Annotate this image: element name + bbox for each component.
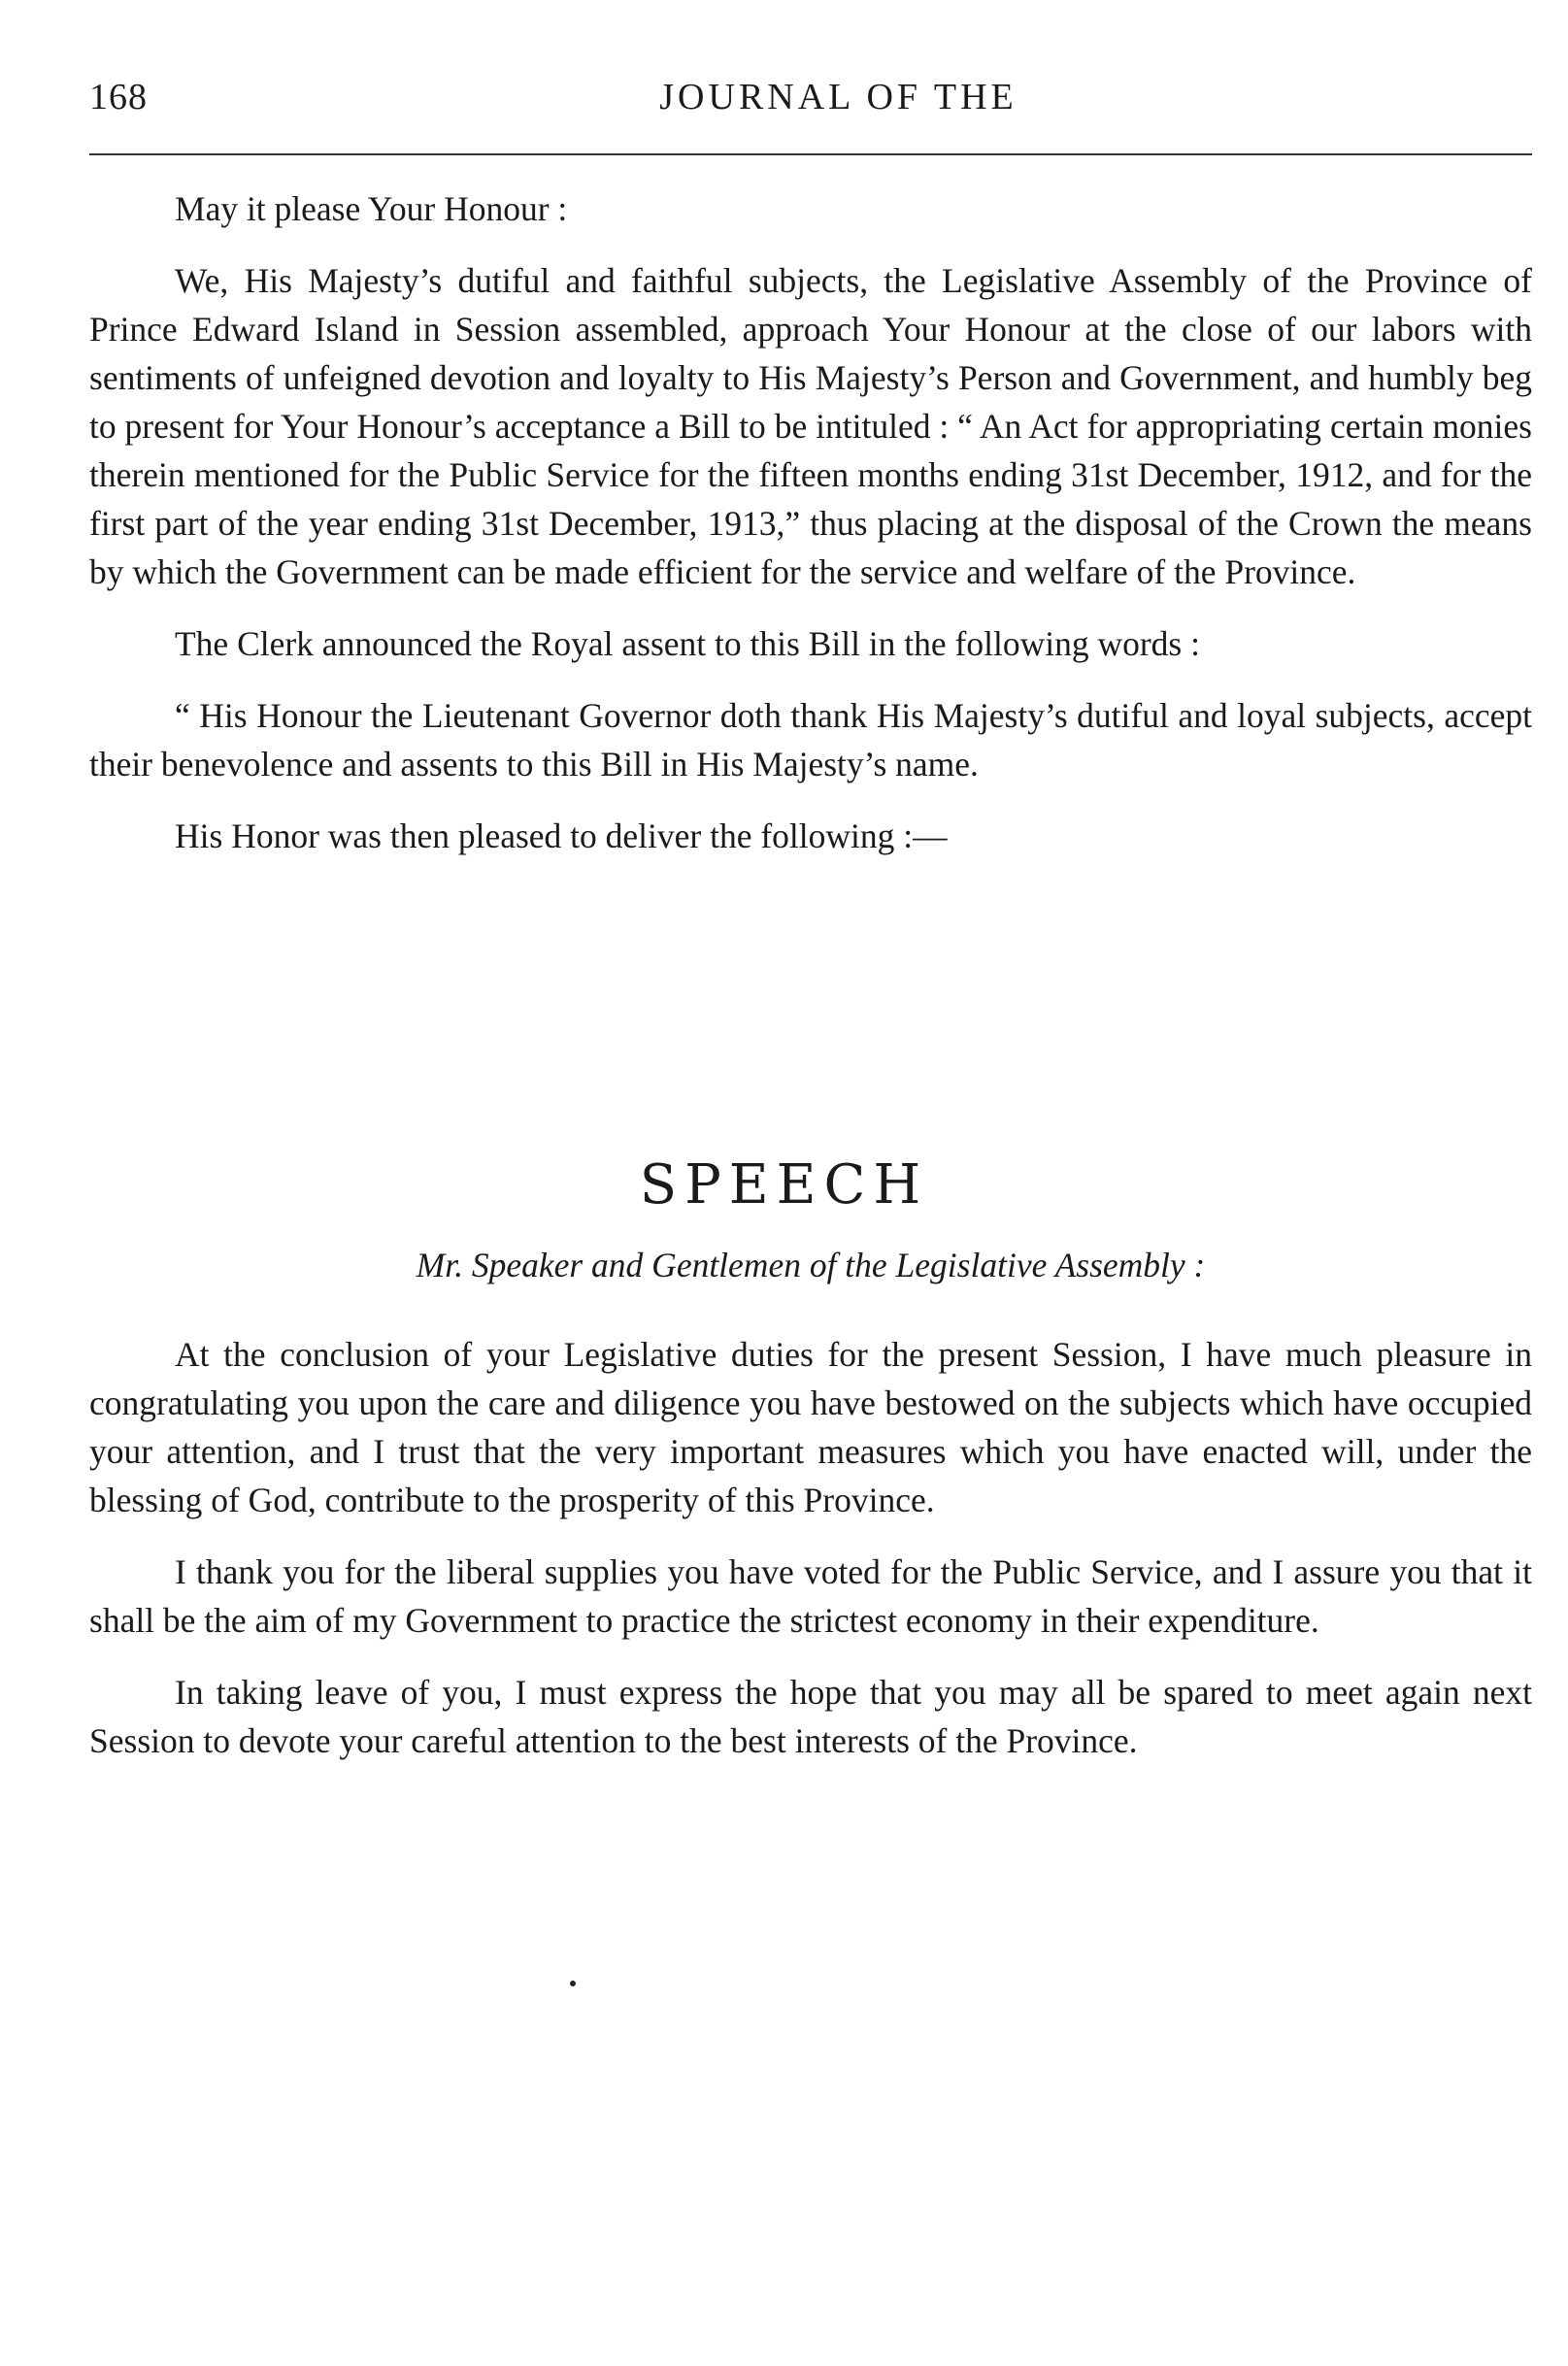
speech-address-line: Mr. Speaker and Gentlemen of the Legislative Assembly : — [416, 1246, 1206, 1284]
speech-paragraph: In taking leave of you, I must express the hope that you may all be spared to meet again next Session to devote your careful attention to the best interests of the Province. — [89, 1673, 1532, 1760]
running-head: JOURNAL OF THE — [659, 77, 1018, 117]
address-section — [89, 184, 1532, 860]
address-paragraph: We, His Majesty’s dutiful and faithful subjects, the Legislative Assembly of the Province of Prince Edward Island in Session assembled, approach Your Honour at the close of our labors with sentiments of unfeigned devotion and loyalty to His Majesty’s Person and Government, and humbly beg to present for Your Honour’s acceptance a Bill to be intituled : “ An Act for appropriating certain monies therein mentioned for the Public Service for the fifteen months ending 31st December, 1912, and for the first part of the year ending 31st December, 1913,” thus placing at the disposal of the Crown the means by which the Government can be made efficient for the service and welfare of the Province. — [89, 261, 1532, 591]
speech-title: SPEECH — [639, 1153, 929, 1216]
salutation: May it please Your Honour : — [175, 189, 568, 228]
speech-paragraph: At the conclusion of your Legislative duties for the present Session, I have much pleasure in congratulating you upon the care and diligence you have bestowed on the subjects which have occupied your attention, and I trust that the very important measures which you have enacted will, under the blessing of God, contribute to the prosperity of this Province. — [89, 1335, 1532, 1519]
ink-speck — [570, 1981, 576, 1986]
clerk-paragraph: The Clerk announced the Royal assent to this Bill in the following words : — [175, 624, 1200, 663]
speech-paragraph: I thank you for the liberal supplies you have voted for the Public Service, and I assure you that it shall be the aim of my Government to practice the strictest economy in their expenditure. — [89, 1552, 1532, 1640]
page-number: 168 — [89, 77, 148, 117]
honor-paragraph: His Honor was then pleased to deliver the following :— — [175, 816, 948, 855]
header-rule — [89, 153, 1532, 155]
speech-body — [89, 1330, 1532, 1765]
page-header — [89, 76, 1529, 134]
assent-paragraph: “ His Honour the Lieutenant Governor doth thank His Majesty’s dutiful and loyal subjects, accept their benevolence and assents to this Bill in His Majesty’s name. — [89, 696, 1532, 783]
